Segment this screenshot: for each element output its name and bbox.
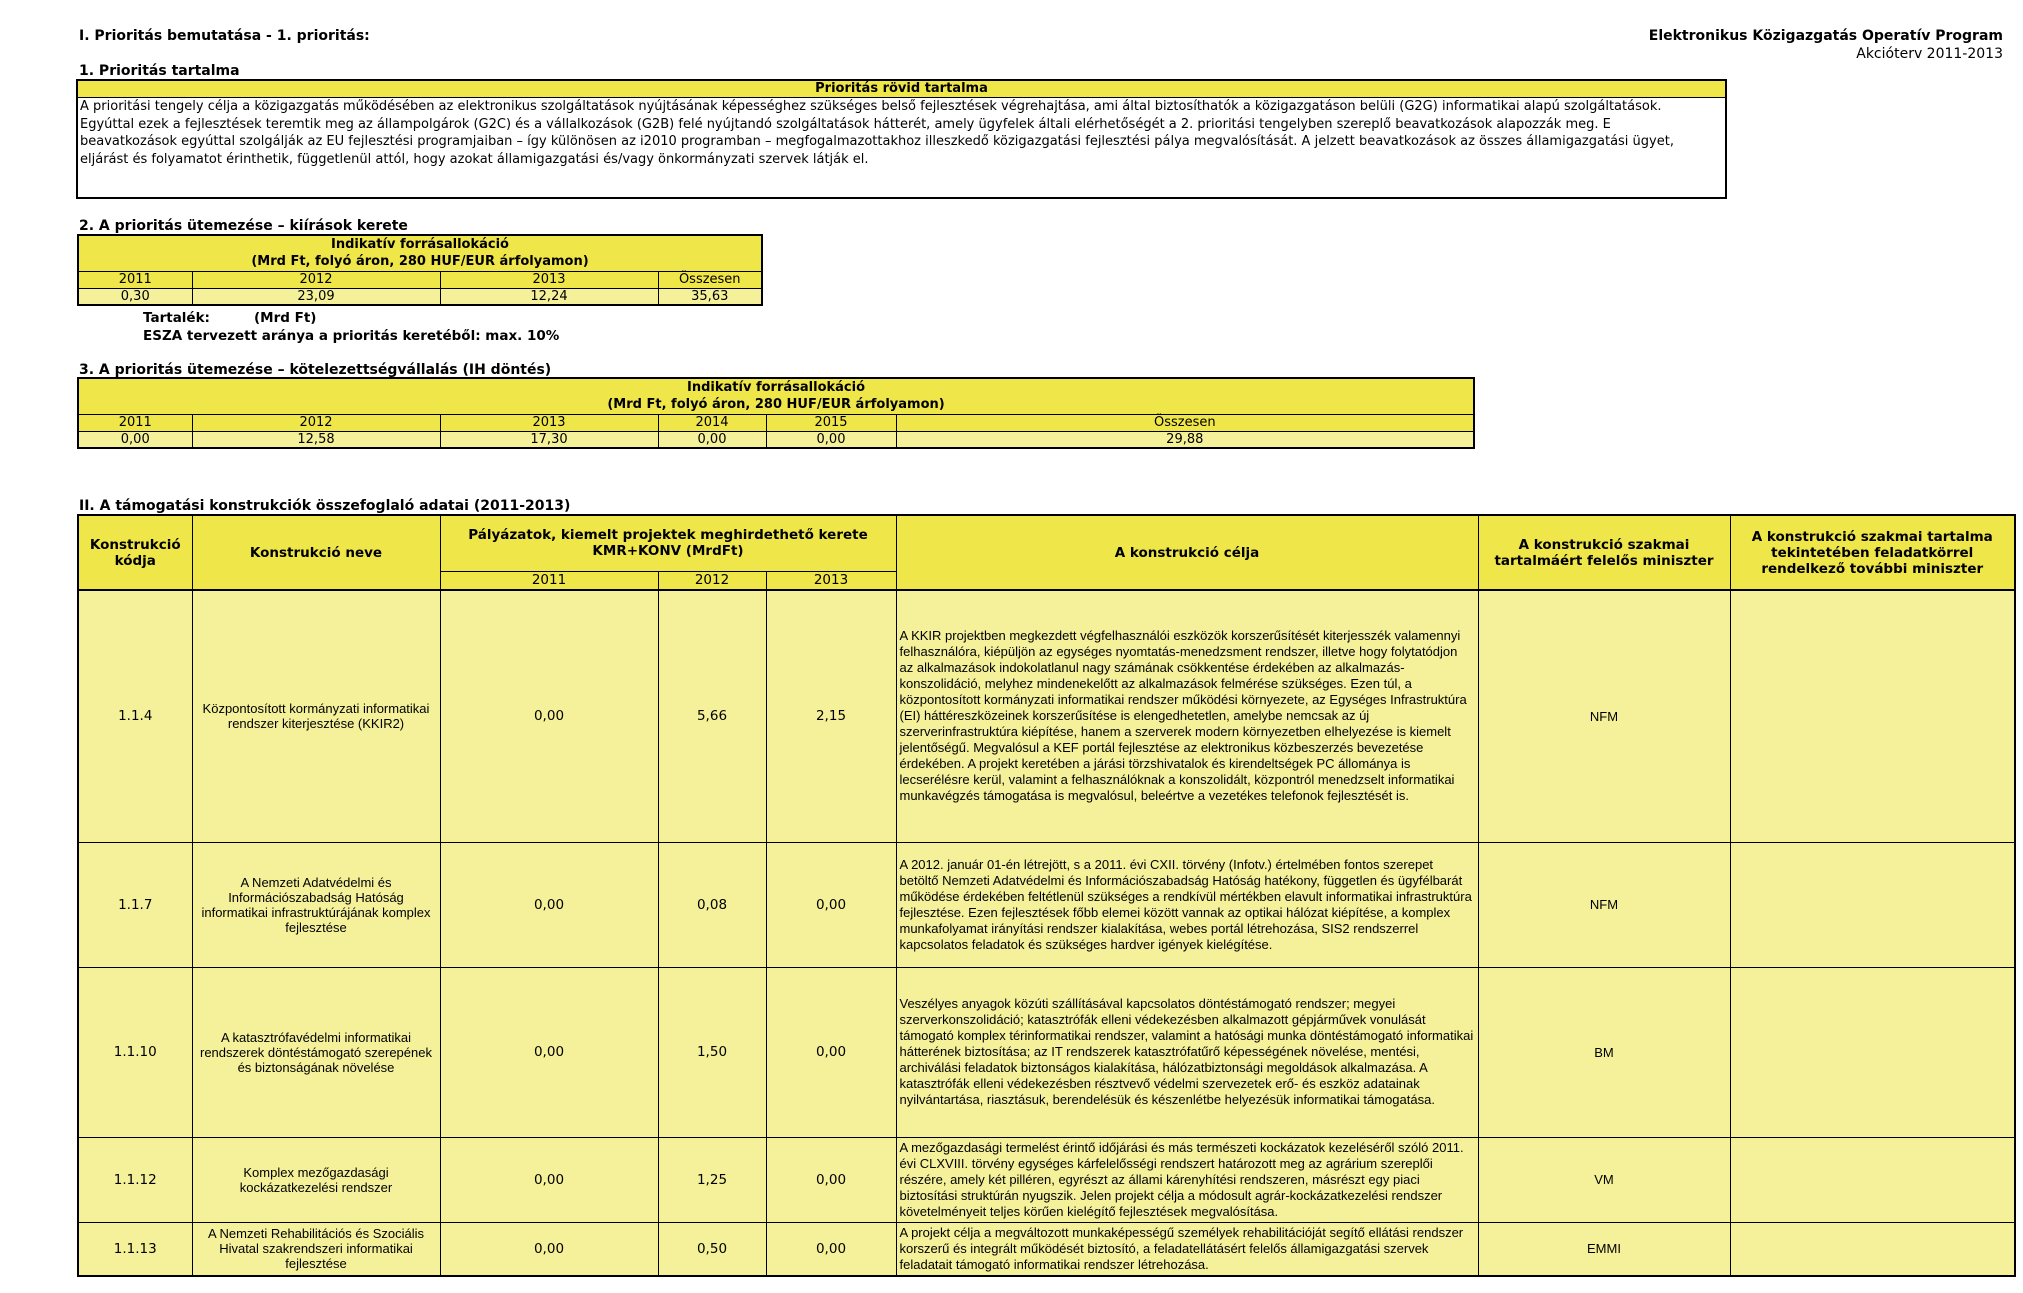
alloc2-col-2011: 2011 (78, 414, 192, 431)
row-value-2011: 0,00 (440, 1222, 658, 1276)
alloc2-val-2015: 0,00 (766, 431, 896, 448)
row-name: Komplex mezőgazdasági kockázatkezelési rendszer (192, 1137, 440, 1222)
alloc1-col-2012: 2012 (192, 271, 440, 288)
section4-heading: II. A támogatási konstrukciók összefoglaló adatai (2011-2013) (79, 498, 571, 514)
row-goal: A projekt célja a megváltozott munkaképességű személyek rehabilitációját segítő ellátási rendszer korszerű és integrált működését biztosító, a feladatellátásért felelős államigazgatási szervek feladatait támogató informatikai rendszer létrehozása. (896, 1222, 1478, 1276)
alloc2-val-2013: 17,30 (440, 431, 658, 448)
row-goal: Veszélyes anyagok közúti szállításával kapcsolatos döntéstámogató rendszer; megyei szerverkonszolidáció; katasztrófák elleni védekezésben alkalmazott gépjárművek vonulását támogató komplex térinformatikai rendszer, valamint a hatósági munka döntéstámogató informatikai hátterének biztosítása; az IT rendszerek katasztrófatűrő képességének növelése, mentési, archiválási feladatok biztonságos kialakítása, hálózatbiztonsági megoldások alkalmazása. A katasztrófák elleni védekezésben résztvevő védelmi szervezetek erő- és eszköz adatainak nyilvántartása, riasztásuk, berendelésük és készenlétbe helyezésük informatikai támogatása. (896, 967, 1478, 1137)
alloc1-title: Indikatív forrásallokáció (78, 235, 762, 253)
priority-text-line: eljárást és folyamatot érinthetik, függetlenül attól, hogy azokat államigazgatási és/vagy önkormányzati szervek látják el. (80, 151, 869, 167)
table-row (78, 1137, 2015, 1222)
table-row (78, 1222, 2015, 1276)
col-header-code: Konstrukció kódja (78, 515, 192, 590)
table-row (78, 842, 2015, 967)
row-value-2013: 0,00 (766, 1137, 896, 1222)
row-other-minister (1730, 1137, 2015, 1222)
row-value-2011: 0,00 (440, 967, 658, 1137)
constructions-table (77, 514, 2016, 1277)
row-value-2013: 0,00 (766, 967, 896, 1137)
col-header-2011: 2011 (440, 571, 658, 590)
row-name: A Nemzeti Adatvédelmi és Információszabadság Hatóság informatikai infrastruktúrájának komplex fejlesztése (192, 842, 440, 967)
col-header-name: Konstrukció neve (192, 515, 440, 590)
row-value-2011: 0,00 (440, 1137, 658, 1222)
row-minister: VM (1478, 1137, 1730, 1222)
alloc2-col-2014: 2014 (658, 414, 766, 431)
row-value-2012: 0,50 (658, 1222, 766, 1276)
row-other-minister (1730, 590, 2015, 842)
row-value-2011: 0,00 (440, 842, 658, 967)
row-value-2012: 1,50 (658, 967, 766, 1137)
row-minister: BM (1478, 967, 1730, 1137)
alloc1-subtitle: (Mrd Ft, folyó áron, 280 HUF/EUR árfolyamon) (78, 253, 762, 271)
row-value-2011: 0,00 (440, 590, 658, 842)
row-value-2013: 2,15 (766, 590, 896, 842)
alloc2-col-2012: 2012 (192, 414, 440, 431)
row-goal: A KKIR projektben megkezdett végfelhasználói eszközök korszerűsítését kiterjesszék valamennyi felhasználóra, kiépüljön az egységes nyomtatás-menedzsment rendszer, illetve hogy folytatódjon az alkalmazások indokolatlanul nagy számának csökkentése érdekében az alkalmazás-konszolidáció, melyhez mindenekelőtt az alkalmazások felmérése szükséges. Ezen túl, a központosított kormányzati informatikai rendszer működési környezete, az Egységes Infrastruktúra (EI) háttéreszközeinek korszerűsítése is elengedhetetlen, amelybe nemcsak az új szerverinfrastruktúra kiépítése, hanem a szerverek modern környezetben elhelyezése is kiemelt jelentőségű. Megvalósul a KEF portál fejlesztése az elektronikus közbeszerzés bevezetése érdekében. A projekt keretében a járási törzshivatalok és kirendeltségek PC állománya is lecserélésre kerül, valamint a felhasználóknak a konszolidált, központról menedzselt informatikai munkavégzés támogatása is megvalósul, beleértve a vezetékes telefonok fejlesztését is. (896, 590, 1478, 842)
priority-content-box (76, 79, 1727, 199)
row-value-2012: 5,66 (658, 590, 766, 842)
row-code: 1.1.4 (78, 590, 192, 842)
row-code: 1.1.12 (78, 1137, 192, 1222)
priority-text-line: beavatkozások egyúttal szolgálják az EU fejlesztési programjaiban – így különösen az i2010 programban – megfogalmazottakhoz illeszkedő közigazgatási fejlesztési pálya megvalósítását. A jelzett beavatkozások az összes államigazgatási ügyet, (80, 134, 1674, 149)
row-other-minister (1730, 1222, 2015, 1276)
col-header-minister: A konstrukció szakmai tartalmáért felelős miniszter (1478, 515, 1730, 590)
table-row (78, 590, 2015, 842)
program-subtitle: Akcióterv 2011-2013 (1856, 46, 2003, 62)
alloc2-col-2015: 2015 (766, 414, 896, 431)
alloc1-val-2013: 12,24 (440, 288, 658, 305)
table-row (78, 967, 2015, 1137)
section3-heading: 3. A prioritás ütemezése – kötelezettségvállalás (IH döntés) (79, 362, 552, 378)
alloc2-val-total: 29,88 (896, 431, 1474, 448)
col-header-2012: 2012 (658, 571, 766, 590)
priority-text-line: Egyúttal ezek a fejlesztések teremtik meg az állampolgárok (G2C) és a vállalkozások (G2B) felé nyújtandó szolgáltatások hátterét, amely ügyfelek általi elérhetőségét a 2. prioritási tengelyben szereplő beavatkozások alapozzák meg. E (80, 116, 1611, 132)
row-minister: EMMI (1478, 1222, 1730, 1276)
alloc2-val-2012: 12,58 (192, 431, 440, 448)
col-header-2013: 2013 (766, 571, 896, 590)
alloc1-col-total: Összesen (658, 271, 762, 288)
col-header-other-minister: A konstrukció szakmai tartalma tekintetében feladatkörrel rendelkező további miniszter (1730, 515, 2015, 590)
priority-box-title: Prioritás rövid tartalma (78, 81, 1725, 98)
alloc1-val-total: 35,63 (658, 288, 762, 305)
reserve-unit: (Mrd Ft) (254, 310, 317, 326)
row-goal: A mezőgazdasági termelést érintő időjárási és más természeti kockázatok kezeléséről szóló 2011. évi CLXVIII. törvény egységes kárfelelősségi rendszert határozott meg az agrárium szereplői részére, amely két pilléren, egyrészt az állami kárenyhítési rendszeren, másrészt egy piaci biztosítási struktúrán nyugszik. Jelen projekt célja a módosult agrár-kockázatkezelési rendszer követelményeit teljes körűen kielégítő fejlesztések megvalósítása. (896, 1137, 1478, 1222)
row-value-2013: 0,00 (766, 1222, 896, 1276)
row-minister: NFM (1478, 842, 1730, 967)
row-goal: A 2012. január 01-én létrejött, s a 2011. évi CXII. törvény (Infotv.) értelmében fontos szerepet betöltő Nemzeti Adatvédelmi és Információszabadság Hatóság hatékony, független és ügyfélbarát működése érdekében feltétlenül szükséges a rendkívül mértékben elavult informatikai infrastruktúra fejlesztése. Ezen fejlesztések főbb elemei között vannak az optikai hálózat kiépítése, a komplex munkafolyamat irányítási rendszer kialakítása, webes portál létrehozása, SIS2 rendszerrel kapcsolatos feladatok és szükséges hardver igények kielégítése. (896, 842, 1478, 967)
alloc2-title: Indikatív forrásallokáció (78, 378, 1474, 396)
row-other-minister (1730, 842, 2015, 967)
alloc1-val-2011: 0,30 (78, 288, 192, 305)
priority-text-line: A prioritási tengely célja a közigazgatás működésében az elektronikus szolgáltatások nyújtásának képességhez szükséges belső fejlesztések végrehajtása, ami által biztosíthatók a közigazgatáson belüli (G2G) informatikai alapú szolgáltatások. (80, 99, 1662, 114)
row-code: 1.1.7 (78, 842, 192, 967)
program-title: Elektronikus Közigazgatás Operatív Program (1648, 28, 2003, 44)
alloc2-col-2013: 2013 (440, 414, 658, 431)
row-code: 1.1.13 (78, 1222, 192, 1276)
alloc1-col-2013: 2013 (440, 271, 658, 288)
row-name: A Nemzeti Rehabilitációs és Szociális Hivatal szakrendszeri informatikai fejlesztése (192, 1222, 440, 1276)
alloc1-col-2011: 2011 (78, 271, 192, 288)
row-name: Központosított kormányzati informatikai rendszer kiterjesztése (KKIR2) (192, 590, 440, 842)
row-value-2012: 0,08 (658, 842, 766, 967)
row-minister: NFM (1478, 590, 1730, 842)
alloc2-col-total: Összesen (896, 414, 1474, 431)
esza-ratio: ESZA tervezett aránya a prioritás keretéből: max. 10% (143, 328, 560, 344)
doc-section-title: I. Prioritás bemutatása - 1. prioritás: (79, 28, 370, 44)
section1-heading: 1. Prioritás tartalma (79, 63, 240, 79)
reserve-label: Tartalék: (143, 310, 210, 326)
row-other-minister (1730, 967, 2015, 1137)
col-header-frame: Pályázatok, kiemelt projektek meghirdethető kerete KMR+KONV (MrdFt) (440, 515, 896, 571)
row-code: 1.1.10 (78, 967, 192, 1137)
alloc2-subtitle: (Mrd Ft, folyó áron, 280 HUF/EUR árfolyamon) (78, 396, 1474, 414)
row-value-2012: 1,25 (658, 1137, 766, 1222)
alloc1-val-2012: 23,09 (192, 288, 440, 305)
col-header-goal: A konstrukció célja (896, 515, 1478, 590)
allocation-table-1 (77, 234, 763, 306)
row-value-2013: 0,00 (766, 842, 896, 967)
allocation-table-2 (77, 377, 1475, 449)
alloc2-val-2014: 0,00 (658, 431, 766, 448)
section2-heading: 2. A prioritás ütemezése – kiírások kerete (79, 218, 408, 234)
alloc2-val-2011: 0,00 (78, 431, 192, 448)
row-name: A katasztrófavédelmi informatikai rendszerek döntéstámogató szerepének és biztonságának növelése (192, 967, 440, 1137)
